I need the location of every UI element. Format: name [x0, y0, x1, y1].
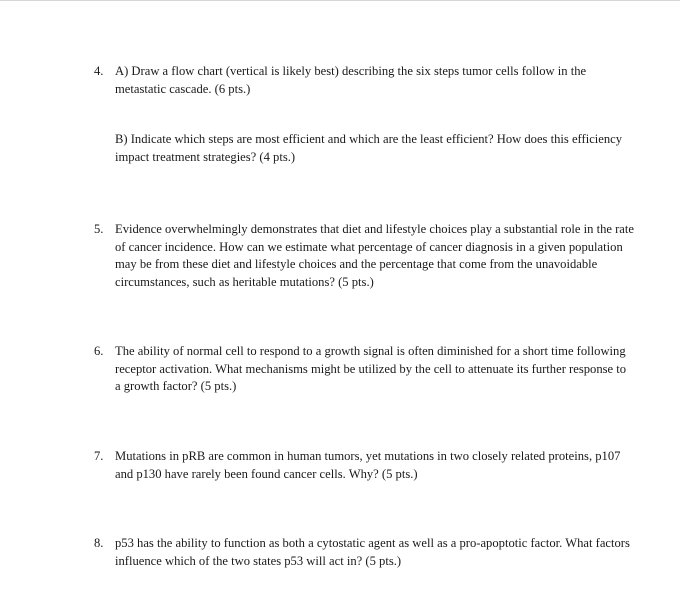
- question-text: The ability of normal cell to respond to a growth signal is often diminished for a short time following receptor activation. What mechanisms might be utilized by the cell to attenuate its further response to a growth factor? (5 pts.): [115, 344, 627, 393]
- question-number: 5.: [94, 222, 104, 236]
- question-text: A) Draw a flow chart (vertical is likely best) describing the six steps tumor cells follow in the metastatic cascade. (6 pts.): [115, 64, 587, 96]
- question-text: p53 has the ability to function as both a cytostatic agent as well as a pro-apoptotic factor. What factors influence which of the two states p53 will act in? (5 pts.): [115, 536, 630, 568]
- question-number: 6.: [94, 344, 104, 358]
- question-8: [94, 535, 634, 570]
- question-number: 8.: [94, 536, 104, 550]
- question-number: 7.: [94, 449, 104, 463]
- question-text: Mutations in pRB are common in human tumors, yet mutations in two closely related proteins, p107 and p130 have rarely been found cancer cells. Why? (5 pts.): [115, 449, 621, 481]
- question-4a: [94, 63, 634, 98]
- question-7: [94, 448, 634, 483]
- question-number: 4.: [94, 64, 104, 78]
- question-text: B) Indicate which steps are most efficient and which are the least efficient? How does this efficiency impact treatment strategies? (4 pts.): [115, 132, 623, 164]
- question-5: [94, 221, 634, 291]
- question-6: [94, 343, 634, 396]
- page-top-border: [0, 0, 680, 1]
- question-text: Evidence overwhelmingly demonstrates that diet and lifestyle choices play a substantial role in the rate of cancer incidence. How can we estimate what percentage of cancer diagnosis in a given population may be from these diet and lifestyle choices and the percentage that come from the unavoidable circumstances, such as heritable mutations? (5 pts.): [115, 222, 634, 289]
- question-4b: [94, 131, 634, 166]
